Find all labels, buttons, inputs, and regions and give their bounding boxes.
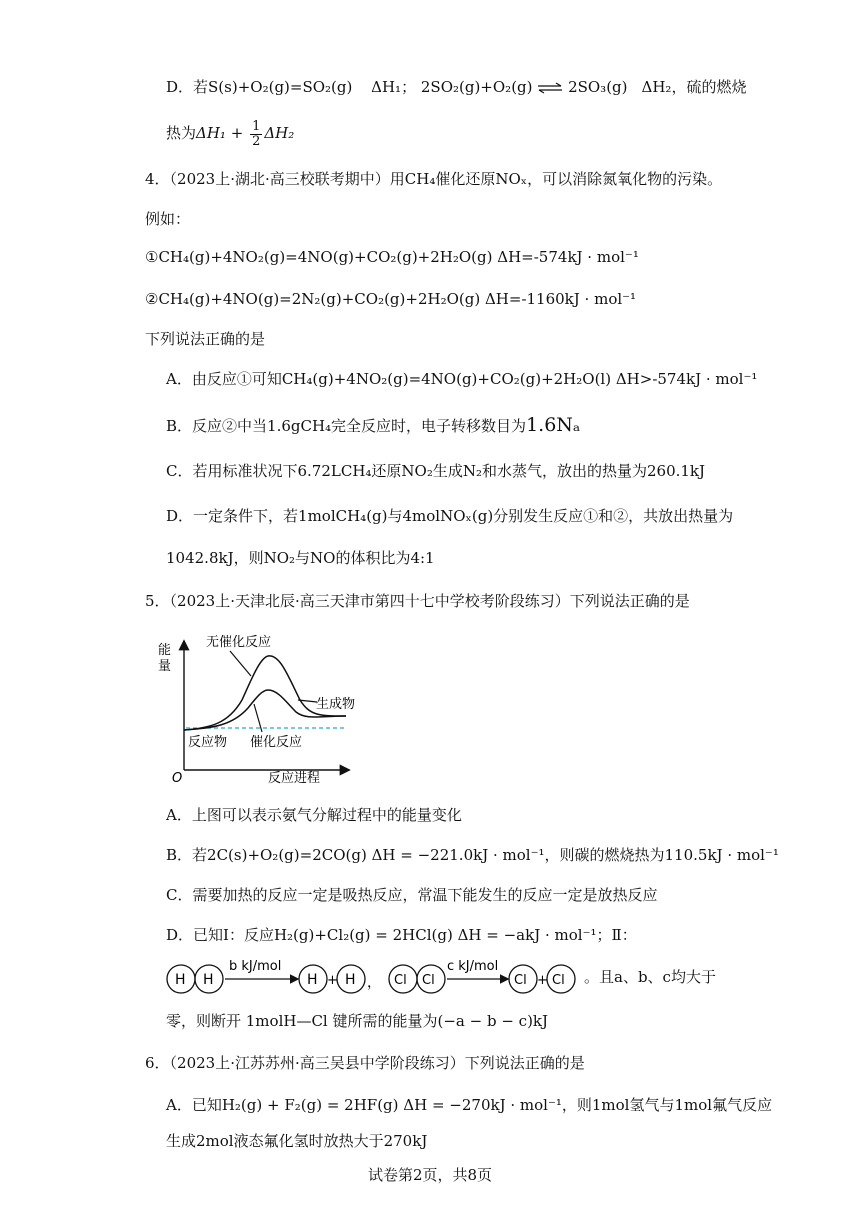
plus-1: + xyxy=(327,973,338,988)
q4-reaction-2: ②CH₄(g)+4NO(g)=2N₂(g)+CO₂(g)+2H₂O(g) ΔH=-1160kJ · mol⁻¹ xyxy=(145,290,637,308)
q4-prompt: 下列说法正确的是 xyxy=(145,330,266,348)
y-axis-label-2: 量 xyxy=(158,659,172,674)
q5-option-a: A．上图可以表示氨气分解过程中的能量变化 xyxy=(166,806,462,824)
q6-option-a-line1: A．已知H₂(g) + F₂(g) = 2HF(g) ΔH = −270kJ · mol⁻¹，则1mol氢气与1mol氟气反应 xyxy=(166,1096,773,1114)
bond-breaking-diagram xyxy=(163,957,583,997)
q3-option-d-line1: D．若S(s)+O₂(g)=SO₂(g) ΔH₁； 2SO₂(g)+O₂(g) 2SO₃(g) ΔH₂，硫的燃烧 xyxy=(166,78,747,96)
q4-option-b: B．反应②中当1.6gCH₄完全反应时，电子转移数目为1.6Nₐ xyxy=(166,414,581,436)
cl-atom-3: Cl xyxy=(514,973,527,988)
q3-option-d-line2: 热为ΔH₁ + $\frac{1}{2}$ ΔH₂ xyxy=(166,118,295,149)
q5-option-d-line1: D．已知Ⅰ：反应H₂(g)+Cl₂(g) = 2HCl(g) ΔH = −akJ · mol⁻¹；Ⅱ： xyxy=(166,926,637,944)
c-energy-label: c kJ/mol xyxy=(447,959,499,974)
q4-example: 例如： xyxy=(145,210,191,228)
x-axis-label: 反应进程 xyxy=(268,771,321,786)
h-atom-4: H xyxy=(345,972,356,988)
plus-2: + xyxy=(537,973,548,988)
q4-option-a: A．由反应①可知CH₄(g)+4NO₂(g)=4NO(g)+CO₂(g)+2H₂O(l) ΔH>-574kJ · mol⁻¹ xyxy=(166,370,758,388)
q4-head: 4．（2023上·湖北·高三校联考期中）用CH₄催化还原NOₓ，可以消除氮氧化物的污染。 xyxy=(145,170,723,188)
reactant-label: 反应物 xyxy=(188,735,228,750)
page-footer: 试卷第2页，共8页 xyxy=(367,1166,493,1184)
cl-atom-1: Cl xyxy=(394,973,407,988)
q6-option-a-line2: 生成2mol液态氟化氢时放热大于270kJ xyxy=(166,1132,428,1150)
cl-atom-2: Cl xyxy=(422,973,435,988)
uncatalyzed-curve xyxy=(184,656,346,730)
uncatalyzed-label: 无催化反应 xyxy=(206,635,272,650)
equilibrium-arrow-icon xyxy=(537,82,563,94)
q4-reaction-1: ①CH₄(g)+4NO₂(g)=4NO(g)+CO₂(g)+2H₂O(g) ΔH=-574kJ · mol⁻¹ xyxy=(145,248,639,266)
h-atom-1: H xyxy=(175,972,186,988)
fraction-one-half: $\frac{1}{2}$ xyxy=(252,118,261,149)
q5-head: 5．（2023上·天津北辰·高三天津市第四十七中学校考阶段练习）下列说法正确的是 xyxy=(145,592,690,610)
h-atom-2: H xyxy=(203,972,214,988)
q5-option-d-line3: 零，则断开 1molH—Cl 键所需的能量为(−a − b − c)kJ xyxy=(166,1012,549,1030)
q6-head: 6．（2023上·江苏苏州·高三吴县中学阶段练习）下列说法正确的是 xyxy=(145,1054,585,1072)
product-label: 生成物 xyxy=(316,697,356,712)
comma: ， xyxy=(367,975,381,991)
q5-option-c: C．需要加热的反应一定是吸热反应，常温下能发生的反应一定是放热反应 xyxy=(166,886,658,904)
y-axis-label-1: 能 xyxy=(158,643,172,658)
origin-label: O xyxy=(172,771,183,786)
h-atom-3: H xyxy=(307,972,318,988)
uncatalyzed-pointer xyxy=(230,651,251,676)
cl-atom-4: Cl xyxy=(552,973,565,988)
q4-option-d-line1: D．一定条件下，若1molCH₄(g)与4molNOₓ(g)分别发生反应①和②，共放出热量为 xyxy=(166,507,734,525)
catalyzed-label: 催化反应 xyxy=(250,735,303,750)
q5-option-d-line2-tail: 。且a、b、c均大于 xyxy=(584,968,716,986)
energy-profile-diagram xyxy=(150,628,370,788)
q4-option-d-line2: 1042.8kJ，则NO₂与NO的体积比为4:1 xyxy=(166,549,435,567)
q4-option-c: C．若用标准状况下6.72LCH₄还原NO₂生成N₂和水蒸气，放出的热量为260.1kJ xyxy=(166,462,706,480)
q5-option-b: B．若2C(s)+O₂(g)=2CO(g) ΔH = −221.0kJ · mol⁻¹，则碳的燃烧热为110.5kJ · mol⁻¹ xyxy=(166,846,779,864)
b-energy-label: b kJ/mol xyxy=(229,959,282,974)
